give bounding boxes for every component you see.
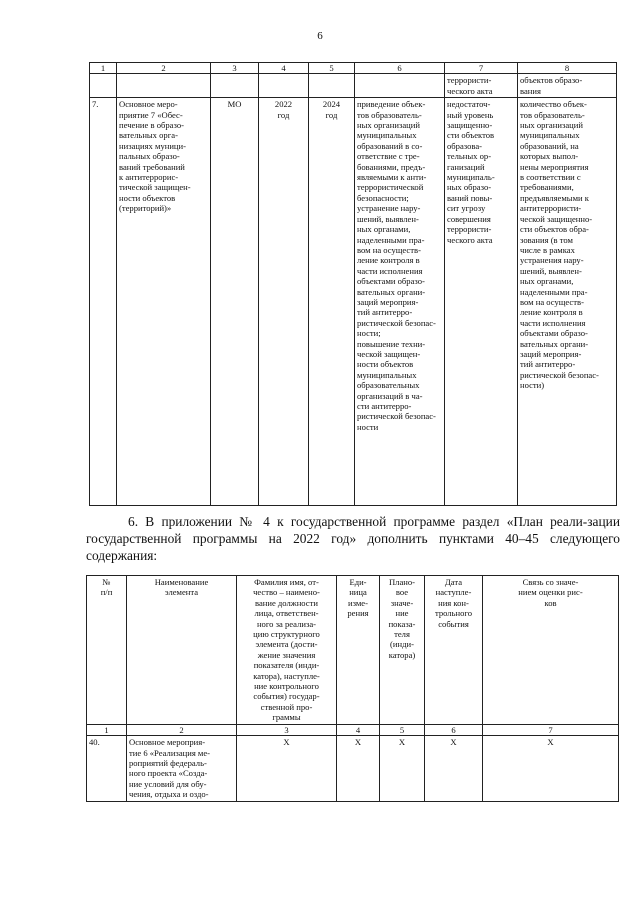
activity-name: Основное меро- приятие 7 «Обес- печение в образо- вательных орга- низациях муници- пальных образо- ваний требований к антитеррорис- тической защищен- ности объектов (территорий)» (117, 98, 211, 506)
consequences: недостаточ- ный уровень защищенно- сти объектов образова- тельных ор- ганизаций муниципаль- ных образо- ваний повы- сит угрозу совершения террористи- ческого акта (445, 98, 518, 506)
column-header: Еди- ница изме- рения (337, 576, 380, 725)
column-number-row (87, 724, 619, 735)
col-number: 5 (309, 63, 355, 74)
col-number: 1 (87, 724, 127, 735)
table-row (87, 736, 619, 802)
column-header: Плано- вое значе- ние показа- теля (инди- катора) (380, 576, 425, 725)
table-cell: Х (483, 736, 619, 802)
col-number: 7 (445, 63, 518, 74)
column-header: Связь со значе- нием оценки рис- ков (483, 576, 619, 725)
col-number: 1 (90, 63, 117, 74)
column-header: Фамилия имя, от- чество – наимено- вание должности лица, ответствен- ного за реализа- цию структурного элемента (дости- жение значения показателя (инди- катора), наступле- ние контрольного события) государ- ственной про- граммы (237, 576, 337, 725)
column-number-row (90, 63, 617, 74)
row-number: 7. (90, 98, 117, 506)
table-header-row (87, 576, 619, 725)
executor: МО (211, 98, 259, 506)
col-number: 2 (117, 63, 211, 74)
table-cell: Х (380, 736, 425, 802)
continuation-row (90, 74, 617, 98)
col-number: 3 (211, 63, 259, 74)
table-row (90, 98, 617, 506)
col-number: 5 (380, 724, 425, 735)
col-number: 4 (259, 63, 309, 74)
col-number: 7 (483, 724, 619, 735)
page-number: 6 (317, 30, 323, 42)
body-paragraph: 6. В приложении № 4 к государственной программе раздел «План реали-зации государственной программы на 2022 год» дополнить пунктами 40–45 следующего содержания: (86, 514, 620, 563)
plan-table (86, 575, 619, 802)
expected-result: приведение объек- тов образователь- ных организаций муниципальных образований в со- ответствие с тре- бованиями, предъ- являемыми к анти- террористической безопасности; устранение нару- шений, выявлен- ных органами, наделенными пра- вом на осуществ- ление контроля в части исполнения объектами образо- вательных органи- заций мероприя- тий антитерро- ристической безопас- ности; повышение техни- ческой защищен- ности объектов муниципальных образовательных организаций в ча- сти антитерро- ристической безопас- ности (355, 98, 445, 506)
column-header: № п/п (87, 576, 127, 725)
table-cell: объектов образо- вания (518, 74, 617, 98)
col-number: 2 (127, 724, 237, 735)
column-header: Дата наступле- ния кон- трольного события (425, 576, 483, 725)
table-cell: Х (237, 736, 337, 802)
row-number: 40. (87, 736, 127, 802)
activities-table (89, 62, 617, 506)
col-number: 8 (518, 63, 617, 74)
col-number: 3 (237, 724, 337, 735)
col-number: 4 (337, 724, 380, 735)
table-cell: террористи- ческого акта (445, 74, 518, 98)
table-cell: Х (337, 736, 380, 802)
col-number: 6 (425, 724, 483, 735)
column-header: Наименование элемента (127, 576, 237, 725)
col-number: 6 (355, 63, 445, 74)
end-year: 2024 год (309, 98, 355, 506)
table-cell: Х (425, 736, 483, 802)
start-year: 2022 год (259, 98, 309, 506)
element-name: Основное мероприя- тие 6 «Реализация ме- роприятий федераль- ного проекта «Созда- ние условий для обу- чения, отдыха и оздо- (127, 736, 237, 802)
indicator-link: количество объек- тов образователь- ных организаций муниципальных образований, на которых выпол- нены мероприятия в соответствии с требованиями, предъявляемыми к антитеррористи- ческой защищенно- сти объектов обра- зования (в том числе в рамках устранения нару- шений, выявлен- ных органами, наделенными пра- вом на осуществ- ление контроля в части исполнения объектами образо- вательных органи- заций мероприя- тий антитерро- ристической безопас- ности) (518, 98, 617, 506)
